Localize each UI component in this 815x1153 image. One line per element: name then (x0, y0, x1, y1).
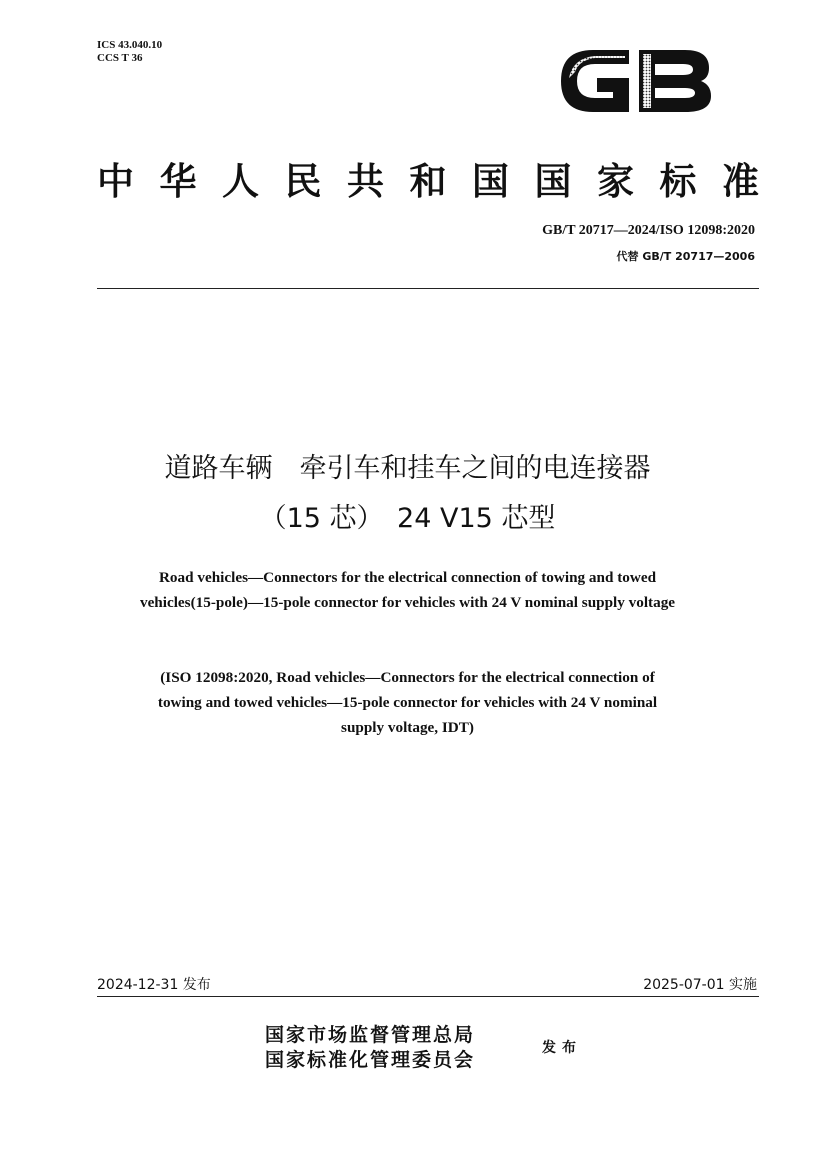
title-char: 准 (722, 159, 759, 203)
standard-number: GB/T 20717—2024/ISO 12098:2020 (542, 223, 755, 238)
title-char: 家 (597, 159, 634, 203)
title-char: 国 (472, 159, 509, 203)
bottom-divider (97, 996, 759, 997)
top-divider (97, 288, 759, 289)
title-char: 和 (409, 159, 447, 203)
title-char: 标 (659, 159, 697, 203)
title-char: 共 (347, 159, 384, 203)
classification-codes (97, 39, 162, 65)
ics-code: ICS 43.040.10 (97, 39, 163, 51)
english-title (40, 565, 775, 615)
english-title-line: vehicles(15-pole)—15-pole connector for vehicles with 24 V nominal supply voltage (139, 594, 676, 611)
issue-date: 2024-12-31 发布 (97, 977, 211, 993)
ccs-code: CCS T 36 (97, 52, 143, 64)
english-title-line: Road vehicles—Connectors for the electrical connection of towing and towed (158, 569, 657, 586)
title-char: 人 (222, 159, 259, 203)
replaced-standard: 代替 GB/T 20717—2006 (616, 250, 755, 263)
national-standard-title (97, 152, 759, 204)
adoption-note (40, 665, 775, 740)
adoption-line: (ISO 12098:2020, Road vehicles—Connectors for the electrical connection of (160, 669, 655, 686)
issuing-authorities (265, 1023, 475, 1073)
implementation-date: 2025-07-01 实施 (643, 977, 757, 993)
title-char: 华 (159, 159, 197, 203)
title-char: 国 (534, 159, 572, 203)
gb-logo (555, 42, 715, 120)
chinese-title-line-2: （15 芯） 24 V15 芯型 (259, 503, 556, 534)
publish-label: 发布 (542, 1040, 582, 1056)
title-char: 中 (97, 159, 134, 203)
issuer-samr: 国家市场监督管理总局 (265, 1024, 476, 1046)
chinese-title-line-1: 道路车辆 牵引车和挂车之间的电连接器 (164, 453, 651, 484)
adoption-line: supply voltage, IDT) (341, 719, 474, 736)
adoption-line: towing and towed vehicles—15-pole connector for vehicles with 24 V nominal (157, 694, 658, 711)
issuer-sac: 国家标准化管理委员会 (265, 1049, 476, 1071)
title-char: 民 (284, 159, 322, 203)
